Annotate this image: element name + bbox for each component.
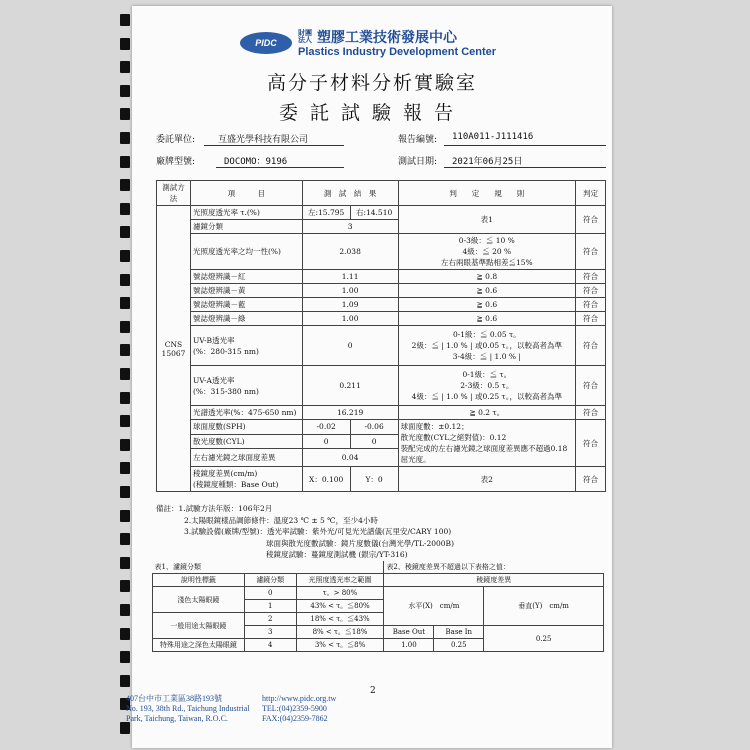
binder-ring [120, 226, 130, 238]
t2-base-out: Base Out [384, 626, 434, 639]
table-row [157, 270, 606, 284]
result-cell: 1.00 [302, 284, 398, 298]
standard-cell: 表1 [398, 206, 575, 234]
binder-ring [120, 179, 130, 191]
t2-header: 稜鏡度差異 [384, 574, 604, 587]
report-title: 委託試驗報告 [278, 102, 465, 124]
binder-ring [120, 675, 130, 687]
verdict-cell: 符合 [576, 234, 606, 270]
t1-row-range: 18% < τ。≦43% [296, 613, 384, 626]
brand-value: DOCOMO：9196 [224, 157, 288, 167]
result-cell: 3 [302, 220, 398, 234]
org-name-en: Plastics Industry Development Center [298, 46, 497, 58]
t1-header-range: 光照度透光率之範圍 [296, 574, 384, 587]
item-cell: 號誌燈辨識－紅 [190, 270, 302, 284]
header-method: 測試方法 [157, 181, 191, 206]
binder-ring [120, 651, 130, 663]
binder-ring [120, 604, 130, 616]
footer-contact [262, 694, 336, 724]
item-cell: 光照度透光率之均一性(%) [190, 234, 302, 270]
table-row [157, 234, 606, 270]
standard-cell: ≧ 0.8 [398, 270, 575, 284]
binder-ring [120, 533, 130, 545]
t1-row-class: 3 [244, 626, 296, 639]
binder-ring [120, 132, 130, 144]
result-cell: 0 [302, 434, 350, 449]
footer-addr-en1: No. 193, 38th Rd., Taichung Industrial [126, 704, 250, 713]
header-result: 測 試 結 果 [302, 181, 398, 206]
t1-row-label: 淺色太陽眼鏡 [153, 587, 245, 613]
result-cell: 1.11 [302, 270, 398, 284]
result-cell: 16.219 [302, 406, 398, 420]
binder-ring [120, 486, 130, 498]
result-cell: 1.09 [302, 298, 398, 312]
report-no-underline [444, 145, 606, 146]
verdict-cell: 符合 [576, 298, 606, 312]
item-cell: 散光度數(CYL) [190, 434, 302, 449]
item-cell: 號誌燈辨識－藍 [190, 298, 302, 312]
item-cell: 稜鏡度差異(cm/m) (稜鏡度種類：Base Out) [190, 467, 302, 492]
item-cell: UV-A透光率 (%：315-380 nm) [190, 366, 302, 406]
table-row [157, 312, 606, 326]
t2-base-out-value: 1.00 [384, 639, 434, 652]
t2-base-in: Base In [434, 626, 484, 639]
date-value: 2021年06月25日 [452, 157, 523, 167]
table-row [157, 406, 606, 420]
header-standard: 判 定 規 則 [398, 181, 575, 206]
standard-cell: 0-1級：≦ τ。 2-3級：0.5 τ。 4級：≦ | 1.0 % | 或0.25 τ。，以較高者為準 [398, 366, 575, 406]
date-underline [444, 167, 606, 168]
document-page [126, 6, 612, 748]
item-cell: 左右濾光鏡之球面度差異 [190, 449, 302, 467]
t1-row-range: 43% < τ。≦80% [296, 600, 384, 613]
binder-ring [120, 415, 130, 427]
table-row [157, 326, 606, 366]
client-value: 互盛光學科技有限公司 [218, 135, 309, 145]
t2-base-in-value: 0.25 [434, 639, 484, 652]
result-cell: 0 [302, 326, 398, 366]
verdict-cell: 符合 [576, 406, 606, 420]
table-row [157, 420, 606, 435]
binder-ring [120, 38, 130, 50]
result-cell: -0.02 [302, 420, 350, 435]
t1-row-class: 2 [244, 613, 296, 626]
table-row [157, 366, 606, 406]
binder-ring [120, 439, 130, 451]
t1-row-label: 特殊用途之深色太陽眼鏡 [153, 639, 245, 652]
standard-cell: 球面度數：±0.12； 散光度數(CYL之絕對值)：0.12 裝配完成的左右濾光鏡之球面度差異應不超過0.18屈光度。 [398, 420, 575, 467]
binder-ring [120, 85, 130, 97]
footer-fax: FAX:(04)2359-7862 [262, 714, 328, 723]
note-line: 稜鏡度試驗：蔓鏡度測試機 (銀宗/YT-316) [266, 550, 408, 559]
footer-web: http://www.pidc.org.tw [262, 694, 337, 703]
standard-cell: 0-3級：≦ 10 % 4級：≦ 20 % 左右兩眼基準點相差≦15% [398, 234, 575, 270]
result-cell: 2.038 [302, 234, 398, 270]
table-header-row [157, 181, 606, 206]
table2-title: 表2、稜鏡度差異不超過以下表格之值： [384, 561, 604, 574]
result-cell: 0.211 [302, 366, 398, 406]
result-cell: -0.06 [350, 420, 398, 435]
note-line: 備註：1.試驗方法年版：106年2月 [156, 504, 273, 513]
binder-ring [120, 250, 130, 262]
binder-ring [120, 368, 130, 380]
result-cell: 0 [350, 434, 398, 449]
t1-row-class: 0 [244, 587, 296, 600]
item-cell: 球面度數(SPH) [190, 420, 302, 435]
item-cell: 號誌燈辨識－綠 [190, 312, 302, 326]
binder-ring [120, 156, 130, 168]
footer-addr-en2: Park, Taichung, Taiwan, R.O.C. [126, 714, 228, 723]
note-line: 2.太陽眼鏡樣品調節條件：溫度23 ℃ ± 5 ℃，至少4小時 [184, 515, 378, 525]
footer-tel: TEL:(04)2359-5900 [262, 704, 327, 713]
t1-header-label: 說明性標籤 [153, 574, 245, 587]
verdict-cell: 符合 [576, 284, 606, 298]
result-cell: 0.04 [302, 449, 398, 467]
verdict-cell: 符合 [576, 270, 606, 284]
item-cell: 號誌燈辨識－黃 [190, 284, 302, 298]
lab-title: 高分子材料分析實驗室 [266, 72, 477, 94]
org-name-zh: 塑膠工業技術發展中心 [317, 29, 457, 45]
standard-cell: ≧ 0.6 [398, 298, 575, 312]
binder-ring [120, 61, 130, 73]
result-cell: Y：0 [350, 467, 398, 492]
table1-title: 表1、濾鏡分類 [153, 561, 384, 574]
item-cell: 光照度透光率 τ.(%) [190, 206, 302, 220]
t2-h-label: 水平(X) cm/m [384, 587, 484, 626]
client-label: 委託單位: [156, 135, 196, 145]
verdict-cell: 符合 [576, 467, 606, 492]
report-no-value: 110A011-J111416 [452, 132, 534, 142]
table-row [157, 206, 606, 220]
verdict-cell: 符合 [576, 206, 606, 234]
t2-v-label: 垂直(Y) cm/m [484, 587, 604, 626]
verdict-cell: 符合 [576, 326, 606, 366]
t1-row-range: τ。> 80% [296, 587, 384, 600]
binder-ring [120, 274, 130, 286]
binder-ring [120, 297, 130, 309]
notes-block [156, 503, 454, 561]
report-no-label: 報告編號: [398, 135, 438, 145]
standard-cell: 0-1級：≦ 0.05 τ。 2級：≦ | 1.0 % | 或0.05 τ。，以較高者為準 3-4級：≦ | 1.0 % | [398, 326, 575, 366]
result-cell: 右:14.510 [350, 206, 398, 220]
item-cell: 光譜透光率(%：475-650 nm) [190, 406, 302, 420]
binder-ring [120, 14, 130, 26]
t1-header-class: 濾鏡分類 [244, 574, 296, 587]
standard-cell: ≧ 0.6 [398, 312, 575, 326]
org-header [240, 27, 496, 58]
verdict-cell: 符合 [576, 312, 606, 326]
verdict-cell: 符合 [576, 366, 606, 406]
binder-ring [120, 628, 130, 640]
standard-cell: ≧ 0.2 τ。 [398, 406, 575, 420]
t1-row-range: 8% < τ。≦18% [296, 626, 384, 639]
t1-row-label: 一般用途太陽眼鏡 [153, 613, 245, 639]
binder-ring [120, 580, 130, 592]
footer-address [126, 694, 250, 724]
logo-text: PIDC [255, 37, 277, 48]
binder-ring [120, 108, 130, 120]
brand-underline [216, 167, 344, 168]
table-row [157, 284, 606, 298]
result-cell: 1.00 [302, 312, 398, 326]
t1-row-range: 3% < τ。≦8% [296, 639, 384, 652]
item-cell: 濾鏡分類 [190, 220, 302, 234]
classification-tables [152, 561, 604, 652]
date-label: 測試日期: [398, 157, 438, 167]
result-cell: X：0.100 [302, 467, 350, 492]
client-underline [204, 145, 344, 146]
pidc-logo [240, 32, 292, 54]
binder-ring [120, 462, 130, 474]
note-line: 球面與散光度數試驗：鏡片度數儀(台灣光學/TL-2000B) [266, 538, 454, 548]
binder-ring [120, 203, 130, 215]
page-number: 2 [370, 686, 376, 696]
header-item: 項 目 [190, 181, 302, 206]
verdict-cell: 符合 [576, 420, 606, 467]
binder-ring [120, 392, 130, 404]
result-cell: 左:15.795 [302, 206, 350, 220]
binder-ring [120, 344, 130, 356]
table-row [157, 467, 606, 492]
t1-row-class: 1 [244, 600, 296, 613]
t1-row-class: 4 [244, 639, 296, 652]
item-cell: UV-B透光率 (%：280-315 nm) [190, 326, 302, 366]
footer-addr-zh: 407台中市工業區38路193號 [126, 694, 222, 703]
method-cell: CNS 15067 [157, 206, 191, 492]
note-line: 3.試驗設備(廠牌/型號)：透光率試驗：紫外光/可見光光譜儀(瓦里安/CARY 100) [184, 527, 452, 536]
binder-ring [120, 557, 130, 569]
binder-ring [120, 510, 130, 522]
brand-label: 廠牌型號: [156, 157, 196, 167]
org-label-small: 財團法人 [298, 30, 312, 44]
binder-ring [120, 321, 130, 333]
results-table [156, 180, 606, 492]
table-row [157, 298, 606, 312]
standard-cell: ≧ 0.6 [398, 284, 575, 298]
standard-cell: 表2 [398, 467, 575, 492]
t2-v-value: 0.25 [484, 626, 604, 652]
header-verdict: 判定 [576, 181, 606, 206]
